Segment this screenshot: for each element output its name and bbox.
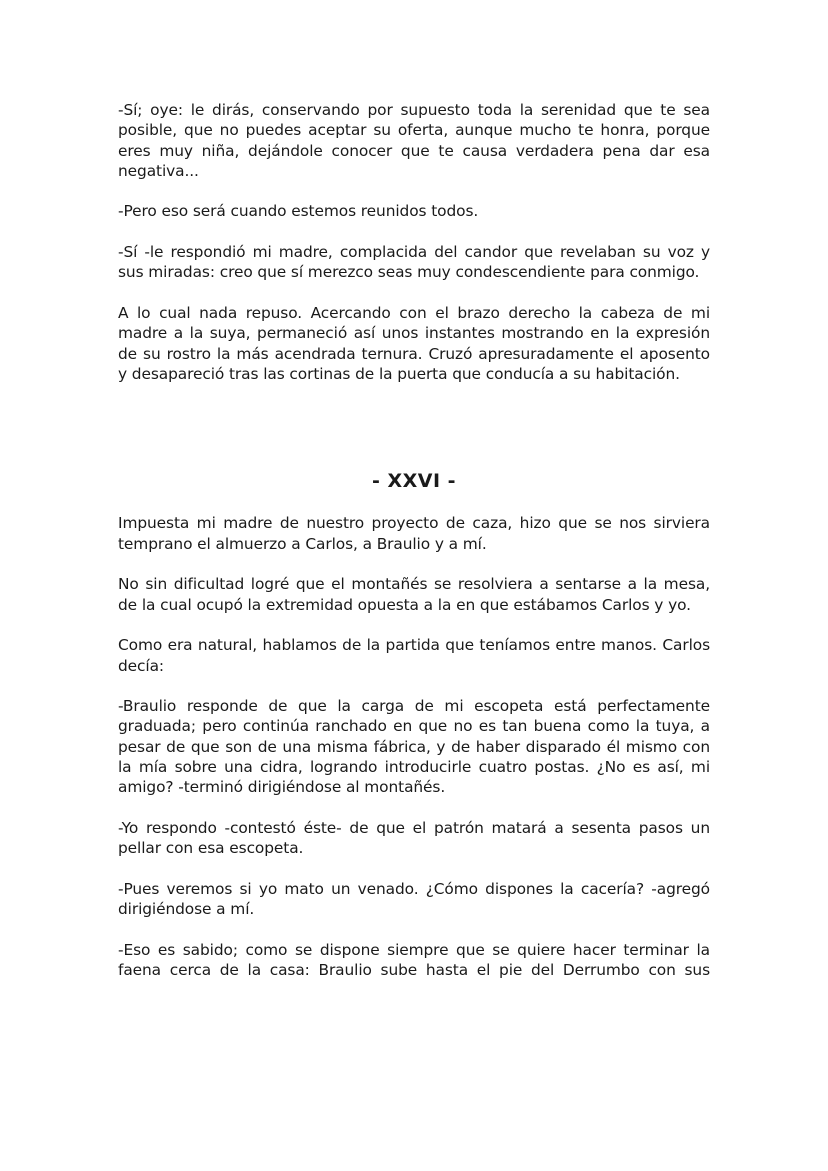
paragraph: -Pero eso será cuando estemos reunidos todos. <box>118 202 479 221</box>
paragraph: Como era natural, hablamos de la partida que teníamos entre manos. Carlos decía: <box>118 636 710 675</box>
paragraph: Impuesta mi madre de nuestro proyecto de caza, hizo que se nos sirviera temprano el almuerzo a Carlos, a Braulio y a mí. <box>118 514 710 553</box>
paragraph-continued: -Eso es sabido; como se dispone siempre que se quiere hacer terminar la faena cerca de la casa: Braulio sube hasta el pie del Derrumbo con sus <box>118 940 710 979</box>
paragraph: -Braulio responde de que la carga de mi escopeta está perfectamente graduada; pero continúa ranchado en que no es tan buena como la tuya, a pesar de que son de una misma fábrica, y de haber disparado él mismo con la mía sobre una cidra, logrando introducirle cuatro postas. ¿No es así, mi amigo? -terminó dirigiéndose al montañés. <box>118 697 710 797</box>
paragraph: No sin dificultad logré que el montañés se resolviera a sentarse a la mesa, de la cual ocupó la extremidad opuesta a la en que estábamos Carlos y yo. <box>118 575 710 614</box>
chapter-heading: - XXVI - <box>371 470 457 493</box>
paragraph: -Pues veremos si yo mato un venado. ¿Cómo dispones la cacería? -agregó dirigiéndose a mí. <box>118 879 710 919</box>
paragraph: -Sí; oye: le dirás, conservando por supuesto toda la serenidad que te sea posible, que no puedes aceptar su oferta, aunque mucho te honra, porque eres muy niña, dejándole conocer que te causa verdadera pena dar esa negativa... <box>118 101 710 180</box>
paragraph: -Sí -le respondió mi madre, complacida del candor que revelaban su voz y sus miradas: creo que sí merezco seas muy condescendiente para conmigo. <box>118 243 710 282</box>
paragraph: -Yo respondo -contestó éste- de que el patrón matará a sesenta pasos un pellar con esa escopeta. <box>118 818 710 858</box>
paragraph: A lo cual nada repuso. Acercando con el brazo derecho la cabeza de mi madre a la suya, permaneció así unos instantes mostrando en la expresión de su rostro la más acendrada ternura. Cruzó apresuradamente el aposento y desapareció tras las cortinas de la puerta que conducía a su habitación. <box>118 303 710 383</box>
document-page <box>118 100 710 1001</box>
